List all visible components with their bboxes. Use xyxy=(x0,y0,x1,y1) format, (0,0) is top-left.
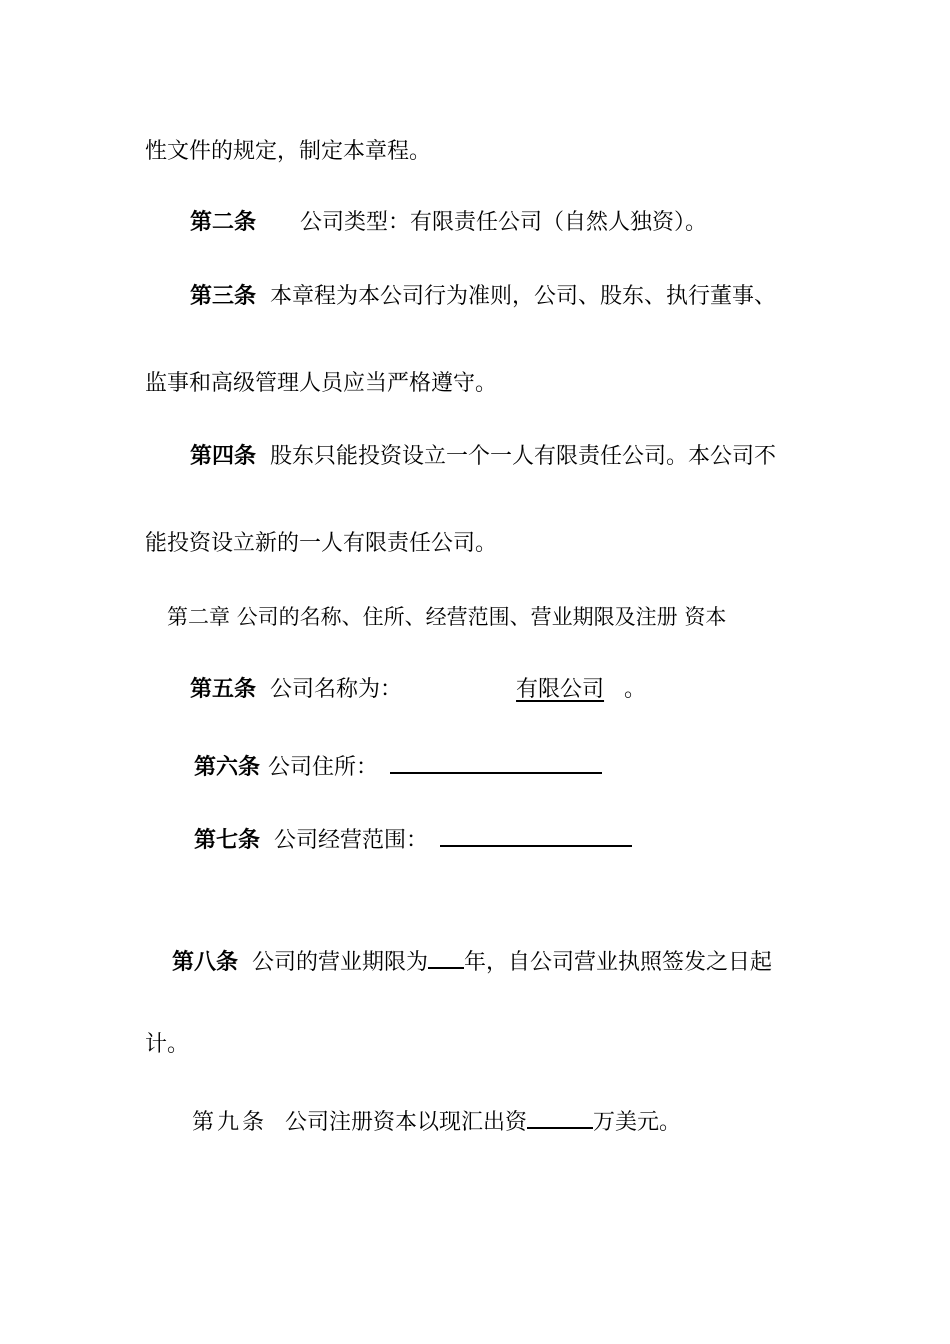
company-name-blank: 有限公司 xyxy=(516,677,605,702)
article-4 xyxy=(190,442,776,472)
article-number: 第二条 xyxy=(190,210,257,235)
article-number: 第六条 xyxy=(194,755,261,780)
article-3 xyxy=(190,282,776,312)
capital-blank xyxy=(527,1103,593,1129)
article-number: 第三条 xyxy=(190,284,257,309)
article-text: 年，自公司营业执照签发之日起 xyxy=(464,950,773,975)
article-8-continuation: 计。 xyxy=(145,1032,190,1057)
article-2 xyxy=(190,208,707,238)
paragraph-line: 性文件的规定，制定本章程。 xyxy=(145,139,432,164)
article-number: 第五条 xyxy=(190,677,257,702)
article-text: 本章程为本公司行为准则，公司、股东、执行董事、 xyxy=(270,284,777,309)
article-9 xyxy=(192,1103,681,1138)
article-6 xyxy=(194,748,602,783)
article-7 xyxy=(194,821,632,856)
article-number: 第七条 xyxy=(194,828,261,853)
article-text: 公司的营业期限为 xyxy=(252,950,429,975)
article-5 xyxy=(190,675,646,705)
article-8 xyxy=(172,943,772,978)
article-end: 。 xyxy=(624,677,647,702)
article-4-continuation: 能投资设立新的一人有限责任公司。 xyxy=(145,531,498,556)
article-text: 公司类型：有限责任公司（自然人独资）。 xyxy=(300,210,708,235)
article-number: 第八条 xyxy=(172,950,239,975)
article-3-continuation: 监事和高级管理人员应当严格遵守。 xyxy=(145,371,498,396)
article-text: 股东只能投资设立一个一人有限责任公司。本公司不 xyxy=(270,444,777,469)
article-label: 公司名称为： xyxy=(270,677,403,702)
term-years-blank xyxy=(428,943,464,969)
business-scope-blank xyxy=(440,821,632,847)
article-number: 第四条 xyxy=(190,444,257,469)
address-blank xyxy=(390,748,602,774)
article-label: 公司经营范围： xyxy=(274,828,429,853)
chapter-heading: 第二章 公司的名称、住所、经营范围、营业期限及注册 资本 xyxy=(167,605,727,629)
article-number: 第九条 xyxy=(192,1110,268,1135)
article-label: 公司住所： xyxy=(268,755,379,780)
article-text: 公司注册资本以现汇出资 xyxy=(285,1110,528,1135)
article-text: 万美元。 xyxy=(593,1110,682,1135)
